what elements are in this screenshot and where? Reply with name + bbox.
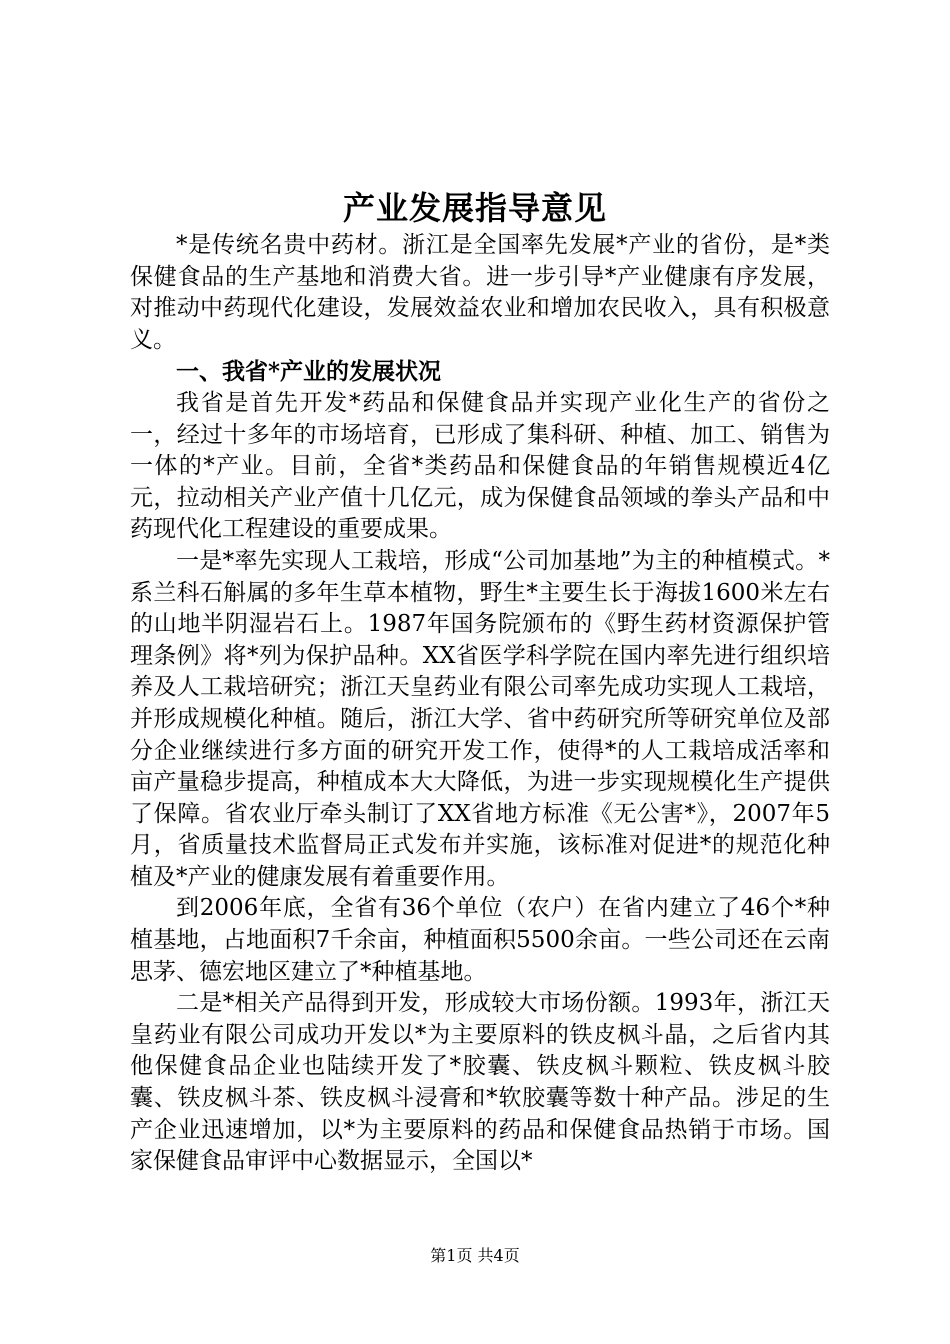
intro-paragraph: *是传统名贵中药材。浙江是全国率先发展*产业的省份，是*类保健食品的生产基地和消费大省。进一步引导*产业健康有序发展，对推动中药现代化建设，发展效益农业和增加农民收入，具有积极意义。 bbox=[130, 232, 830, 353]
overview-paragraph: 我省是首先开发*药品和保健食品并实现产业化生产的省份之一，经过十多年的市场培育，已形成了集科研、种植、加工、销售为一体的*产业。目前，全省*类药品和保健食品的年销售规模近4亿元，拉动相关产业产值十几亿元，成为保健食品领域的拳头产品和中药现代化工程建设的重要成果。 bbox=[130, 389, 830, 543]
products-paragraph: 二是*相关产品得到开发，形成较大市场份额。1993年，浙江天皇药业有限公司成功开发以*为主要原料的铁皮枫斗晶，之后省内其他保健食品企业也陆续开发了*胶囊、铁皮枫斗颗粒、铁皮枫斗胶囊、铁皮枫斗茶、铁皮枫斗浸膏和*软胶囊等数十种产品。涉足的生产企业迅速增加，以*为主要原料的药品和保健食品热销于市场。国家保健食品审评中心数据显示，全国以* bbox=[130, 990, 830, 1175]
section-heading: 一、我省*产业的发展状况 bbox=[176, 358, 442, 386]
page-number-footer: 第1页 共4页 bbox=[430, 1246, 520, 1265]
planting-base-paragraph: 到2006年底，全省有36个单位（农户）在省内建立了46个*种植基地，占地面积7千余亩，种植面积5500余亩。一些公司还在云南思茅、德宏地区建立了*种植基地。 bbox=[130, 895, 830, 985]
document-title: 产业发展指导意见 bbox=[342, 189, 607, 227]
document-body bbox=[130, 230, 830, 1178]
cultivation-paragraph: 一是*率先实现人工栽培，形成“公司加基地”为主的种植模式。*系兰科石斛属的多年生草本植物，野生*主要生长于海拔1600米左右的山地半阴湿岩石上。1987年国务院颁布的《野生药材资源保护管理条例》将*列为保护品种。XX省医学科学院在国内率先进行组织培养及人工栽培研究；浙江天皇药业有限公司率先成功实现人工栽培，并形成规模化种植。随后，浙江大学、省中药研究所等研究单位及部分企业继续进行多方面的研究开发工作，使得*的人工栽培成活率和亩产量稳步提高，种植成本大大降低，为进一步实现规模化生产提供了保障。省农业厅牵头制订了XX省地方标准《无公害*》，2007年5月，省质量技术监督局正式发布并实施，该标准对促进*的规范化种植及*产业的健康发展有着重要作用。 bbox=[130, 547, 830, 890]
